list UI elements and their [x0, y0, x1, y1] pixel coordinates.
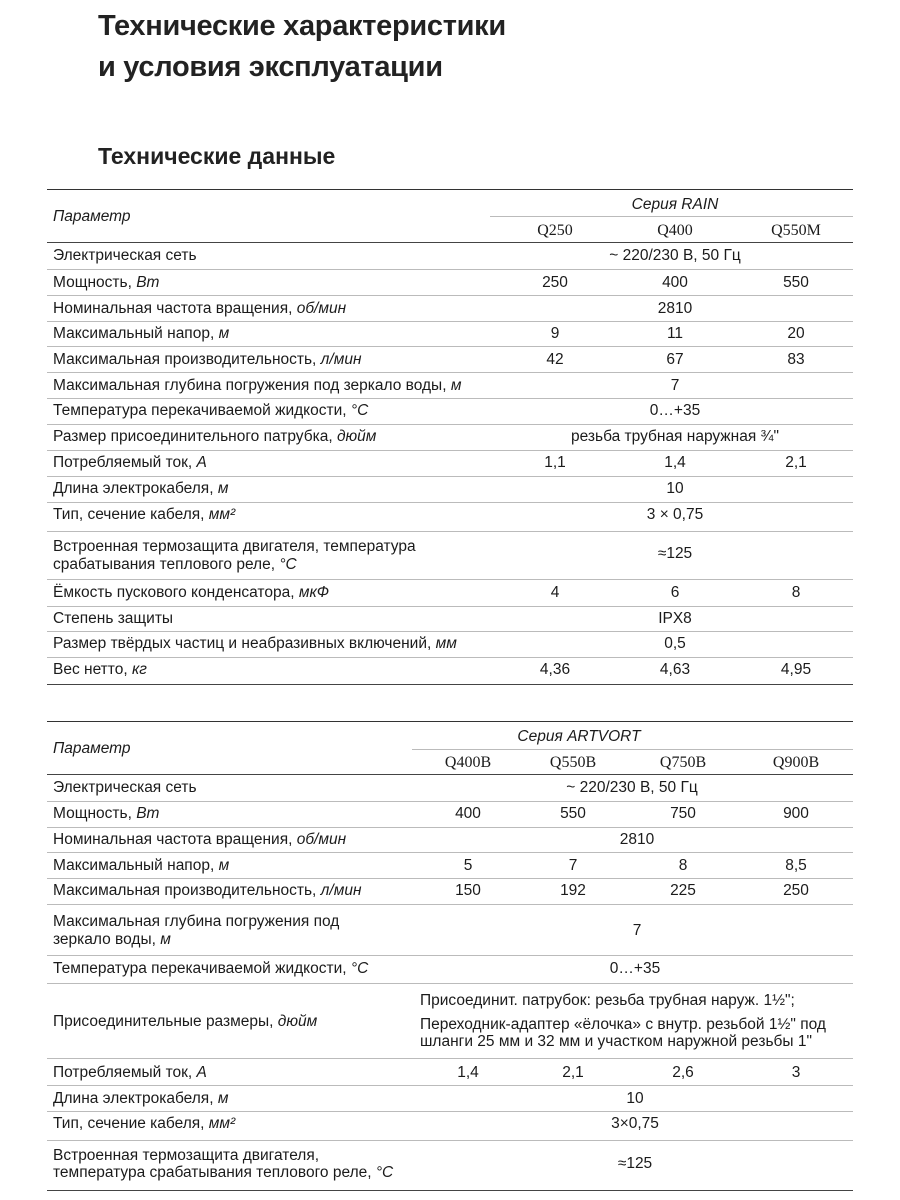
- artvort-row-label: Длина электрокабеля, м: [53, 1090, 229, 1107]
- artvort-cell-value: 5: [463, 857, 473, 874]
- artvort-cell-value: 3: [791, 1064, 801, 1081]
- rain-cell-value: 1,4: [664, 454, 686, 471]
- artvort-cell-value: 8,5: [785, 857, 807, 874]
- rain-row-label: Максимальный напор, м: [53, 325, 230, 342]
- rain-cell-value: 42: [546, 351, 564, 368]
- artvort-row-label: Максимальный напор, м: [53, 857, 230, 874]
- artvort-model-q900b: Q900B: [772, 754, 820, 771]
- rain-cell-value: 11: [666, 325, 684, 342]
- artvort-row-label: Номинальная частота вращения, об/мин: [53, 831, 347, 848]
- artvort-row-merged-value: 3×0,75: [611, 1115, 659, 1132]
- rain-row-label: Тип, сечение кабеля, мм²: [53, 506, 236, 523]
- page-title-line-2: и условия эксплуатации: [98, 51, 443, 83]
- rain-row-merged-value: ~ 220/230 В, 50 Гц: [609, 247, 741, 264]
- rain-cell-value: 4,36: [539, 661, 571, 678]
- rain-row-merged-value: IPX8: [658, 610, 692, 627]
- artvort-cell-value: 550: [560, 805, 586, 822]
- rain-cell-value: 67: [666, 351, 684, 368]
- artvort-connection-line-2: Переходник-адаптер «ёлочка» с внутр. резьбой 1½" под: [420, 1016, 826, 1033]
- rain-series-header: Серия RAIN: [631, 196, 719, 213]
- artvort-row-label-line-2: температура срабатывания теплового реле, °C: [53, 1164, 394, 1181]
- rain-row-label: Ёмкость пускового конденсатора, мкФ: [53, 584, 330, 601]
- artvort-row-label-line-2: зеркало воды, м: [53, 931, 171, 948]
- artvort-row-label: Максимальная производительность, л/мин: [53, 882, 362, 899]
- artvort-cell-value: 225: [670, 882, 696, 899]
- rain-row-merged-value: резьба трубная наружная ¾": [571, 428, 779, 445]
- rain-row-label: Максимальная глубина погружения под зеркало воды, м: [53, 377, 462, 394]
- rain-cell-value: 250: [542, 274, 568, 291]
- rain-cell-value: 4,63: [659, 661, 691, 678]
- artvort-row-merged-value: 0…+35: [609, 960, 661, 977]
- artvort-row-merged-value: 7: [632, 922, 642, 939]
- artvort-cell-value: 900: [783, 805, 809, 822]
- artvort-cell-value: 7: [568, 857, 578, 874]
- rain-row-label-line-2: срабатывания теплового реле, °C: [53, 556, 297, 573]
- artvort-model-q400b: Q400B: [444, 754, 492, 771]
- artvort-param-header: Параметр: [53, 740, 131, 757]
- artvort-series-header: Серия ARTVORT: [517, 728, 641, 745]
- artvort-cell-value: 250: [783, 882, 809, 899]
- rain-row-label: Длина электрокабеля, м: [53, 480, 229, 497]
- rain-cell-value: 83: [787, 351, 805, 368]
- rain-cell-value: 20: [787, 325, 805, 342]
- rain-cell-value: 2,1: [785, 454, 807, 471]
- artvort-row-label: Температура перекачиваемой жидкости, °C: [53, 960, 369, 977]
- rain-cell-value: 6: [670, 584, 680, 601]
- rain-model-q400: Q400: [657, 222, 693, 239]
- rain-cell-value: 400: [662, 274, 688, 291]
- artvort-row-label: Электрическая сеть: [53, 779, 197, 796]
- rain-row-label-line-1: Встроенная термозащита двигателя, температура: [53, 538, 416, 555]
- artvort-cell-value: 2,1: [562, 1064, 584, 1081]
- rain-model-q250: Q250: [537, 222, 573, 239]
- artvort-row-label-line-1: Максимальная глубина погружения под: [53, 913, 340, 930]
- rain-row-merged-value: 7: [670, 377, 680, 394]
- artvort-row-merged-value: 10: [626, 1090, 644, 1107]
- page-title-line-1: Технические характеристики: [98, 10, 506, 42]
- artvort-row-label-line-1: Встроенная термозащита двигателя,: [53, 1147, 320, 1164]
- rain-row-label: Степень защиты: [53, 610, 174, 627]
- artvort-row-label: Потребляемый ток, А: [53, 1064, 207, 1081]
- artvort-cell-value: 1,4: [457, 1064, 479, 1081]
- artvort-row-merged-value: ~ 220/230 В, 50 Гц: [566, 779, 698, 796]
- rain-row-label: Номинальная частота вращения, об/мин: [53, 300, 347, 317]
- artvort-row-merged-value: ≈125: [617, 1155, 653, 1172]
- rain-model-q550m: Q550M: [771, 222, 821, 239]
- rain-row-merged-value: 3 × 0,75: [646, 506, 704, 523]
- artvort-cell-value: 192: [560, 882, 586, 899]
- artvort-cell-value: 8: [678, 857, 688, 874]
- artvort-cell-value: 750: [670, 805, 696, 822]
- artvort-cell-value: 150: [455, 882, 481, 899]
- rain-row-merged-value: 0,5: [664, 635, 686, 652]
- rain-row-label: Потребляемый ток, А: [53, 454, 207, 471]
- rain-row-merged-value: ≈125: [657, 545, 693, 562]
- artvort-model-q550b: Q550B: [549, 754, 597, 771]
- artvort-connection-line-3: шланги 25 мм и 32 мм и участком наружной резьбы 1": [420, 1033, 812, 1050]
- rain-row-label: Температура перекачиваемой жидкости, °C: [53, 402, 369, 419]
- rain-cell-value: 4,95: [780, 661, 812, 678]
- rain-param-header: Параметр: [53, 208, 131, 225]
- rain-cell-value: 9: [550, 325, 560, 342]
- artvort-row-label: Присоединительные размеры, дюйм: [53, 1013, 318, 1030]
- artvort-row-merged-value: 2810: [619, 831, 655, 848]
- artvort-cell-value: 400: [455, 805, 481, 822]
- rain-row-label: Максимальная производительность, л/мин: [53, 351, 362, 368]
- rain-row-merged-value: 0…+35: [649, 402, 701, 419]
- rain-cell-value: 1,1: [544, 454, 566, 471]
- rain-row-label: Размер твёрдых частиц и неабразивных включений, мм: [53, 635, 457, 652]
- rain-row-label: Вес нетто, кг: [53, 661, 147, 678]
- rain-cell-value: 8: [791, 584, 801, 601]
- artvort-row-label: Мощность, Вт: [53, 805, 160, 822]
- section-subtitle: Технические данные: [98, 143, 336, 169]
- rain-cell-value: 550: [783, 274, 809, 291]
- rain-row-label: Размер присоединительного патрубка, дюйм: [53, 428, 377, 445]
- rain-row-merged-value: 10: [666, 480, 684, 497]
- artvort-connection-line-1: Присоединит. патрубок: резьба трубная наруж. 1½";: [420, 992, 795, 1009]
- page-title: [98, 6, 506, 88]
- rain-row-merged-value: 2810: [657, 300, 693, 317]
- rain-row-label: Мощность, Вт: [53, 274, 160, 291]
- rain-row-label: Электрическая сеть: [53, 247, 197, 264]
- artvort-row-label: Тип, сечение кабеля, мм²: [53, 1115, 236, 1132]
- artvort-model-q750b: Q750B: [659, 754, 707, 771]
- rain-cell-value: 4: [550, 584, 560, 601]
- artvort-cell-value: 2,6: [672, 1064, 694, 1081]
